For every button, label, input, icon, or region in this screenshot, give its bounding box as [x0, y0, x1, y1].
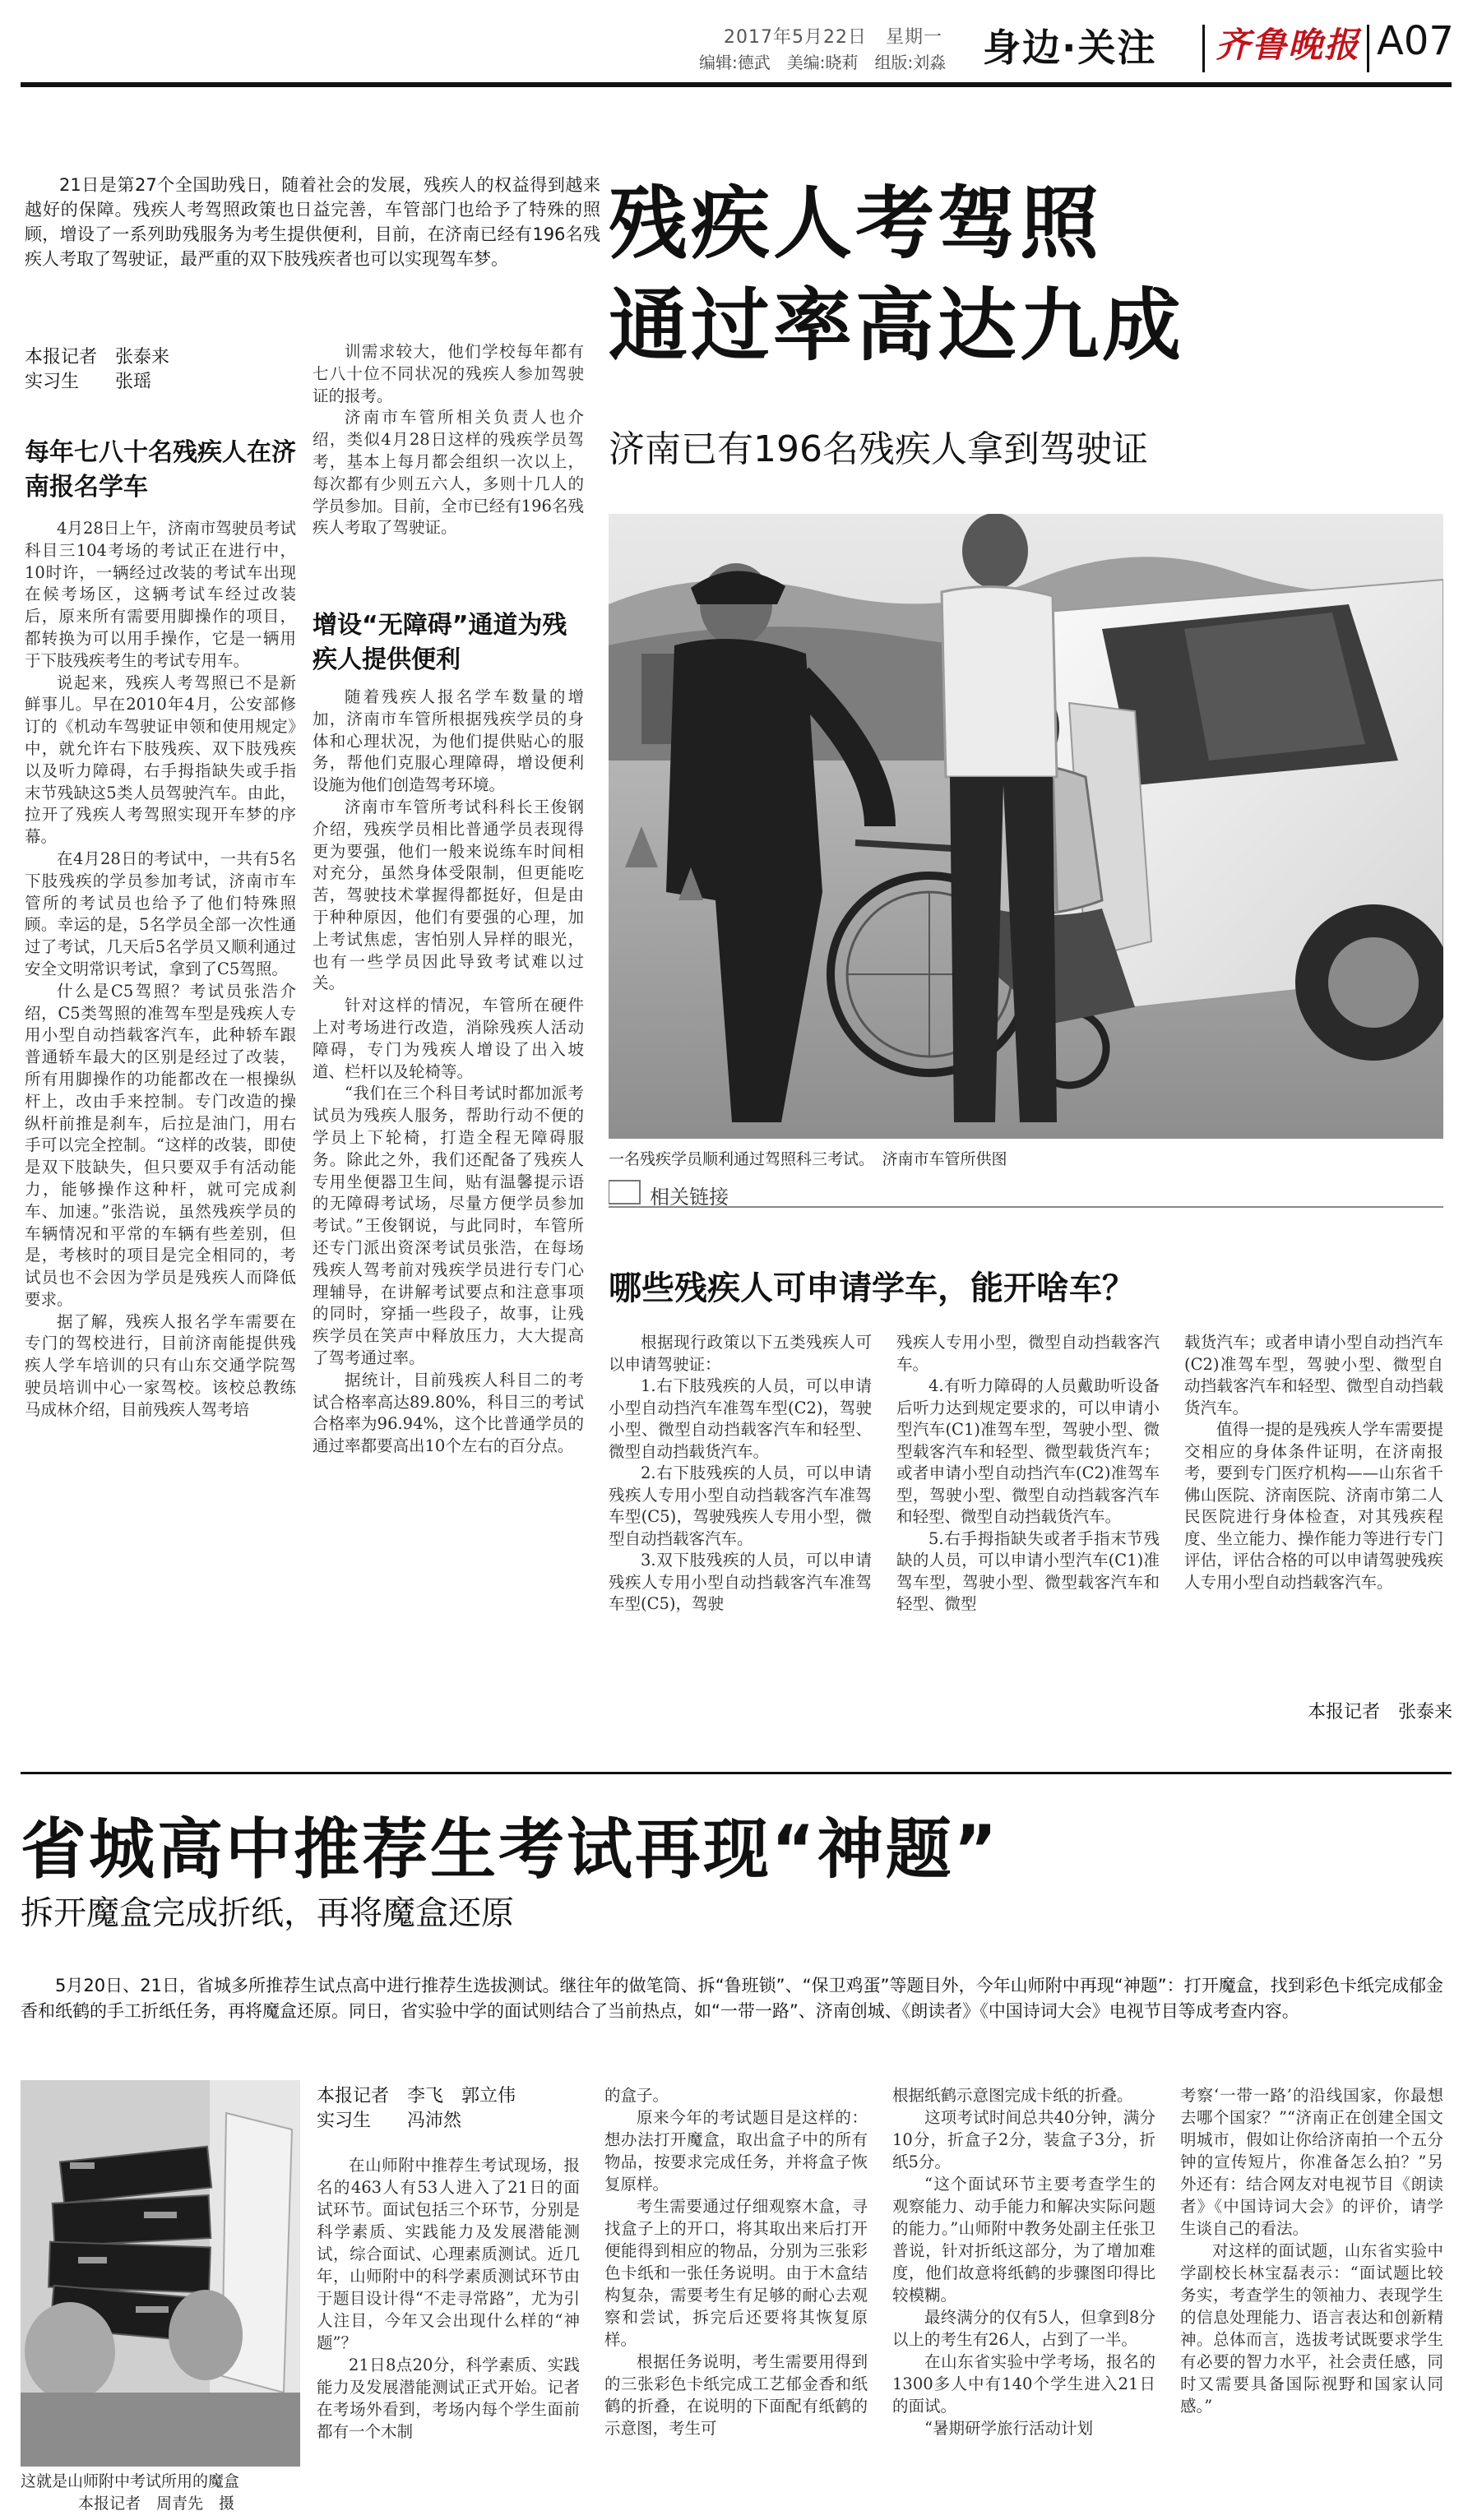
paragraph: 在山东省实验中学考场，报名的1300多人中有140个学生进入21日的面试。 [892, 2352, 1155, 2416]
paragraph: 4.有听力障碍的人员戴助听设备后听力达到规定要求的，可以申请小型汽车(C1)准驾车型，驾驶小型、微型载客汽车和轻型、微型载货汽车；或者申请小型自动挡汽车(C2)准驾车型，驾驶小型、微型自动挡载客汽车和轻型、微型自动挡载货汽车。 [896, 1376, 1160, 1526]
paragraph: 在4月28日的考试中，一共有5名下肢残疾的学员参加考试，济南市车管所的考试员也给予了他们特殊照顾。幸运的是，5名学员全部一次性通过了考试，几天后5名学员又顺利通过安全文明常识考试，拿到了C5驾照。 [25, 848, 296, 978]
paragraph: 2.右下肢残疾的人员，可以申请残疾人专用小型自动挡载客汽车准驾车型(C5)，驾驶残疾人专用小型，微型自动挡载客汽车。 [609, 1463, 872, 1548]
driving-test-photo [609, 514, 1443, 1139]
magic-box-photo [21, 2080, 300, 2467]
paragraph: 根据任务说明，考生需要用得到的三张彩色卡纸完成工艺郁金香和纸鹤的折叠，在说明的下面配有纸鹤的示意图，考生可 [604, 2352, 868, 2438]
article1-headline [609, 173, 1184, 377]
paragraph: 值得一提的是残疾人学车需要提交相应的身体条件证明，在济南报考，要到专门医疗机构——山东省千佛山医院、济南医院、济南市第二人民医院进行身体检查，对其残疾程度、坐立能力、操作能力等进行专门评估，评估合格的可以申请驾驶残疾人专用小型自动挡载客汽车。 [1184, 1420, 1443, 1592]
paragraph: 随着残疾人报名学车数量的增加，济南市车管所根据残疾学员的身体和心理状况，为他们提供贴心的服务，帮他们克服心理障碍，增设便利设施为他们创造驾考环境。 [313, 687, 584, 795]
paragraph: 根据现行政策以下五类残疾人可以申请驾驶证： [609, 1333, 872, 1374]
paragraph: 这项考试时间总共40分钟，满分10分，折盒子2分，装盒子3分，折纸5分。 [892, 2108, 1155, 2171]
article2-lede: 5月20日、21日，省城多所推荐生试点高中进行推荐生选拔测试。继往年的做笔筒、拆“鲁班锁”、“保卫鸡蛋”等题目外，今年山师附中再现“神题”：打开魔盒，找到彩色卡纸完成郁金香和纸鹤的手工折纸任务，再将魔盒还原。同日，省实验中学的面试则结合了当前热点，如“一带一路”、济南创城、《朗读者》《中国诗词大会》电视节目等成考查内容。 [21, 1976, 1443, 2021]
paragraph: “暑期研学旅行活动计划 [924, 2419, 1093, 2438]
paragraph: 什么是C5驾照？考试员张浩介绍，C5类驾照的准驾车型是残疾人专用小型自动挡载客汽车，此种轿车跟普通轿车最大的区别是经过了改装，所有用脚操作的功能都改在一根操纵杆上，改由手来控制。专门改造的操纵杆前推是刹车，后拉是油门，用右手可以完全控制。“这样的改装，即使是双下肢缺失，但只要双手有活动能力，能够操作这种杆，就可完成刹车、加速。”张浩说，虽然残疾学员的车辆情况和平常的车辆有些差别，但是，考核时的项目是完全相同的，考试员也不会因为学员是残疾人而降低要求。 [25, 981, 296, 1309]
article1-lede: 21日是第27个全国助残日，随着社会的发展，残疾人的权益得到越来越好的保障。残疾人考驾照政策也日益完善，车管部门也给予了特殊的照顾，增设了一系列助残服务为考生提供便利，目前，在济南已经有196名残疾人考取了驾驶证，最严重的双下肢残疾者也可以实现驾车梦。 [25, 175, 600, 269]
related-links-box [609, 1176, 1443, 1209]
article1-subhead-1: 每年七八十名残疾人在济南报名学车 [25, 438, 296, 502]
issue-date: 2017年5月22日 星期一 [724, 27, 942, 48]
paragraph: 载货汽车；或者申请小型自动挡汽车(C2)准驾车型，驾驶小型、微型自动挡载客汽车和轻型、微型自动挡载货汽车。 [1184, 1333, 1443, 1417]
article1-column-1 [25, 518, 296, 1422]
article1-byline [25, 345, 169, 395]
magic-box-caption [21, 2471, 300, 2515]
paragraph: 针对这样的情况，车管所在硬件上对考场进行改造，消除残疾人活动障碍，专门为残疾人增设了出入坡道、栏杆以及轮椅等。 [313, 996, 584, 1081]
paragraph: 残疾人专用小型，微型自动挡载客汽车。 [896, 1333, 1160, 1374]
paragraph: 在山师附中推荐生考试现场，报名的463人有53人进入了21日的面试环节。面试包括三个环节，分别是科学素质、实践能力及发展潜能测试，综合面试、心理素质测试。近几年，山师附中的科学素质测试环节由于题目设计得“不走寻常路”，尤为引人注目，今年又会出现什么样的“神题”？ [317, 2156, 580, 2352]
paragraph: 训需求较大，他们学校每年都有七八十位不同状况的残疾人参加驾驶证的报考。 [313, 342, 584, 405]
newspaper-logo: 齐鲁晚报 [1216, 25, 1361, 65]
headline-line-2: 通过率高达九成 [609, 280, 1184, 372]
article2-column-4 [1180, 2084, 1443, 2417]
paragraph: 21日8点20分，科学素质、实践能力及发展潜能测试正式开始。记者在考场外看到，考场内每个学生面前都有一个木制 [317, 2356, 580, 2441]
byline-intern: 实习生 张瑶 [25, 372, 152, 392]
paragraph: 说起来，残疾人考驾照已不是新鲜事儿。早在2010年4月，公安部修订的《机动车驾驶证申领和使用规定》中，就允许右下肢残疾、双下肢残疾以及听力障碍，右手拇指缺失或手指末节残缺这5类人员驾驶汽车。由此，拉开了残疾人考驾照实现开车梦的序幕。 [25, 673, 296, 847]
header-divider [1202, 25, 1205, 72]
header-rule [21, 82, 1452, 87]
paragraph: 3.双下肢残疾的人员，可以申请残疾人专用小型自动挡载客汽车准驾车型(C5)，驾驶 [609, 1551, 872, 1613]
caption-line-2: 本报记者 周青先 摄 [78, 2495, 235, 2513]
paragraph: 根据纸鹤示意图完成卡纸的折叠。 [892, 2086, 1133, 2105]
paragraph: 考生需要通过仔细观察木盒，寻找盒子上的开口，将其取出来后打开便能得到相应的物品，分别为三张彩色卡纸和一张任务说明。由于木盒结构复杂，需要考生有足够的耐心去观察和尝试，拆完后还要将其恢复原样。 [604, 2197, 868, 2349]
magic-box-illustration [21, 2080, 300, 2467]
paragraph: 济南市车管所相关负责人也介绍，类似4月28日这样的残疾学员驾考，基本上每月都会组织一次以上，每次都有少则五六人，多则十几人的学员参加。目前，全市已经有196名残疾人考取了驾驶证。 [313, 408, 584, 538]
caption-line-1: 这就是山师附中考试所用的魔盒 [21, 2472, 240, 2490]
paragraph: “这个面试环节主要考查学生的观察能力、动手能力和解决实际问题的能力。”山师附中教务处副主任张卫普说，针对折纸这部分，为了增加难度，他们故意将纸鹤的步骤图印得比较模糊。 [892, 2175, 1155, 2305]
byline-intern: 实习生 冯沛然 [317, 2111, 462, 2131]
section-title: 身边·关注 [983, 25, 1157, 70]
paragraph: 5.右手拇指缺失或者手指末节残缺的人员，可以申请小型汽车(C1)准驾车型，驾驶小型、微型载客汽车和轻型、微型 [896, 1528, 1160, 1613]
article2-subheadline: 拆开魔盒完成折纸，再将魔盒还原 [21, 1894, 514, 1932]
header-divider [1367, 25, 1369, 72]
editors-credit: 编辑:德武 美编:晓莉 组版:刘淼 [699, 53, 947, 72]
related-column-1 [609, 1332, 872, 1616]
page-number: A07 [1377, 18, 1454, 64]
related-column-3 [1184, 1332, 1443, 1593]
paragraph: 原来今年的考试题目是这样的：想办法打开魔盒，取出盒子中的所有物品，按要求完成任务，并将盒子恢复原样。 [604, 2108, 868, 2194]
photo-caption: 一名残疾学员顺利通过驾照科三考试。 济南市车管所供图 [609, 1150, 1007, 1168]
article1-subhead-2: 增设“无障碍”通道为残疾人提供便利 [313, 611, 567, 674]
photo-illustration [609, 514, 1443, 1139]
related-byline: 本报记者 张泰来 [1308, 1702, 1453, 1722]
byline-reporter: 本报记者 张泰来 [25, 347, 170, 368]
byline-reporters: 本报记者 李飞 郭立伟 [317, 2086, 516, 2106]
paragraph: 对这样的面试题，山东省实验中学副校长林宝磊表示：“面试题比较务实，考查学生的领袖力、表现学生的信息处理能力、语言表达和创新精神。总体而言，选拔考试既要求学生有必要的智力水平，社会责任感，同时又需要具备国际视野和国家认同感。” [1180, 2241, 1443, 2416]
article2-byline [317, 2084, 516, 2134]
article-separator [21, 1772, 1452, 1774]
paragraph: “我们在三个科目考试时都加派考试员为残疾人服务，帮助行动不便的学员上下轮椅，打造全程无障碍服务。除此之外，我们还配备了残疾人专用坐便器卫生间，贴有温馨提示语的无障碍考试场，尽量方便学员参加考试。”王俊钢说，与此同时，车管所还专门派出资深考试员张浩，在每场残疾人驾考前对残疾学员进行专门心理辅导，在讲解考试要点和注意事项的同时，穿插一些段子，故事，让残疾学员在笑声中释放压力，大大提高了驾考通过率。 [313, 1084, 584, 1367]
headline-line-1: 残疾人考驾照 [609, 178, 1102, 270]
paragraph: 的盒子。 [604, 2086, 669, 2105]
paragraph: 据了解，残疾人报名学车需要在专门的驾校进行，目前济南能提供残疾人学车培训的只有山东交通学院驾驶员培训中心一家驾校。该校总教练马成林介绍，目前残疾人驾考培 [25, 1311, 296, 1419]
article1-column-2 [313, 341, 584, 539]
paragraph: 据统计，目前残疾人科目二的考试合格率高达89.80%，科目三的考试合格率为96.94%，这个比普通学员的通过率都要高出10个左右的百分点。 [313, 1370, 584, 1456]
related-question-headline: 哪些残疾人可申请学车，能开啥车？ [609, 1269, 1135, 1307]
paragraph: 济南市车管所考试科科长王俊钢介绍，残疾学员相比普通学员表现得更为要强，他们一般来说练车时间相对充分，虽然身体受限制，但更能吃苦，驾驶技术掌握得都挺好，但是由于种种原因，他们有要强的心理，加上考试焦虑，害怕别人异样的眼光，也有一些学员因此导致考试难以过关。 [313, 797, 584, 993]
article1-column-2b [313, 687, 584, 1458]
related-links-label: 相关链接 [650, 1186, 729, 1209]
article2-column-1 [317, 2154, 580, 2443]
paragraph: 1.右下肢残疾的人员，可以申请小型自动挡汽车准驾车型(C2)，驾驶小型、微型自动挡载客汽车和轻型、微型自动挡载货汽车。 [609, 1376, 872, 1461]
paragraph: 最终满分的仅有5人，但拿到8分以上的考生有26人，占到了一半。 [892, 2308, 1155, 2349]
article2-headline: 省城高中推荐生考试再现“神题” [21, 1811, 1000, 1888]
article2-column-3 [892, 2084, 1155, 2439]
article2-column-2 [604, 2084, 868, 2439]
paragraph: 4月28日上午，济南市驾驶员考试科目三104考场的考试正在进行中，10时许，一辆经过改装的考试车出现在候考场区，这辆考试车经过改装后，原来所有需要用脚操作的项目，都转换为可以用手操作，它是一辆用于下肢残疾考生的考试专用车。 [25, 519, 296, 670]
related-column-2 [896, 1332, 1160, 1616]
article1-subheadline: 济南已有196名残疾人拿到驾驶证 [609, 428, 1148, 470]
paragraph: 考察‘一带一路’的沿线国家，你最想去哪个国家？”“济南正在创建全国文明城市，假如让你给济南拍一个五分钟的宣传短片，你准备怎么拍？”另外还有：结合网友对电视节目《朗读者》《中国诗词大会》的评价，请学生谈自己的看法。 [1180, 2086, 1443, 2238]
related-box-frame [609, 1176, 1443, 1209]
